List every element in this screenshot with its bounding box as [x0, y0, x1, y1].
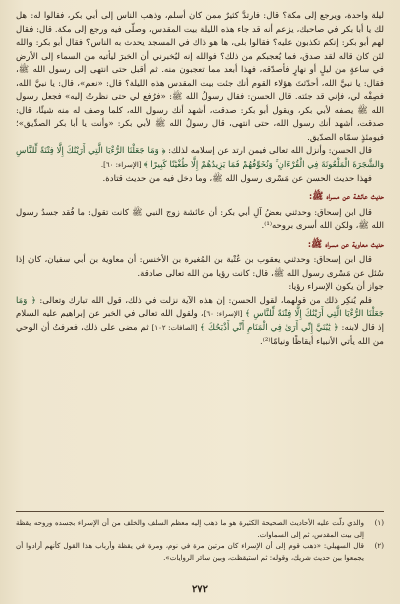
- footnotes: [16, 517, 384, 563]
- paragraph: قال ابن إسحاق: وحدثني بعضُ آلِ أبي بكر: أن عائشة زوج النبي ﷺ كانت تقول: ما فُقد جسدُ رسول الله ﷺ، ولكن الله أسرى بروحه⁽¹⁾.: [16, 207, 384, 232]
- text-run: فلم يُنكِر ذلك من قولهما، لقول الحسن: إن هذه الآية نزلت في ذلك، قول الله تبارك وتعالى:: [35, 295, 373, 306]
- paragraph: [16, 145, 384, 172]
- subheading: جواز أن يكون الإسراء رؤيا:: [288, 282, 384, 293]
- paragraph: ليلة واحدة، ويرجع إلى مكة؟ قال: فارتدَّ كثيرٌ ممن كان أسلم، وذهب الناس إلى أبي بكر، فقالوا له: هل لك يا أبا بكر في صاحبك، يزعم أنه قد جاء هذه الليلة بيت المقدس، وصلّى فيه ورجع إلى مكة. قال: فقال لهم أبو بكر: إنكم تكذبون عليه؟ فقالوا بلى، ها هو ذاك في المسجد يحدث به الناس؟ فقال أبو بكر: والله لئن كان قاله لقد صدق، فما يُعجبكم من ذلك؟ فوالله إنه ليُخبرني أن الخبرَ ليأتيه من السماء إلى الأرض في ساعةٍ من ليلٍ أو نهارٍ فأصدّقه، فهذا أبعد مما تعجبون منه. ثم أقبل حتى انتهى إلى رسول الله ﷺ، فقال: يا نبيَّ الله، أحدّثتَ هؤلاء القوم أنك جئت بيت المقدس هذه الليلة؟ قال: «نعم»، قال: يا نبيَّ الله، فصِفْه لي، فإني قد جئته. قال الحسن: فقال رسولُ الله ﷺ: «فرُفع لي حتى نظرتُ إليه» فجعل رسول الله ﷺ يصفه لأبي بكر، ويقول أبو بكر: صدقت، أشهد أنك رسول الله، كلما وصف له منه شيئًا، قال: صدقت، أشهد أنك رسول الله، حتى انتهى، قال رسولُ الله ﷺ لأبي بكر: «وأنت يا أبا بكر الصدِّيق»؛ فيومئذٍ سمّاه الصدّيق.: [16, 11, 384, 143]
- paragraph: قال ابن إسحاق: وحدثني يعقوب بن عُتْبة بن المُغيرة بن الأخنس: أن معاوية بن أبي سفيان، كان إذا سُئل عن مَسْرى رسول الله ﷺ، قال: كانت رؤيا من الله تعالى صادقة.: [16, 255, 384, 279]
- quran-verse: ﴿ وَمَا جَعَلْنَا الرُّءْيَا الَّتِي أَرَيْنَٰكَ إِلَّا فِتْنَةً لِّلنَّاسِ ﴾: [16, 295, 385, 320]
- footnote-divider: [16, 511, 384, 512]
- text-run: ثم مضى على ذلك، فعرفتُ أن الوحي من الله يأتي الأنبياء أيقاظًا ونيامًا⁽²⁾.: [16, 323, 384, 347]
- quran-verse: ﴿ وَمَا جَعَلْنَا الرُّءْيَا الَّتِي أَرَيْنَٰكَ إِلَّا فِتْنَةً لِّلنَّاسِ وَالشَّجَرَةَ الْمَلْعُونَةَ فِي الْقُرْءَانِ ۚ وَنُخَوِّفُهُمْ فَمَا يَزِيدُهُمْ إِلَّا طُغْيَٰنًا كَبِيرًا ﴾: [16, 146, 384, 171]
- paragraph: فهذا حديث الحسن عن مَسْرى رسول الله ﷺ، وما دخل فيه من حديث قتادة.: [102, 173, 372, 184]
- section-heading: حديث عائشة عن مسراه ﷺ:: [308, 191, 384, 203]
- quran-verse: ﴿ يَٰبُنَيَّ إِنِّي أَرَىٰ فِي الْمَنَامِ أَنِّي أَذْبَحُكَ ﴾: [199, 323, 339, 334]
- footnote-text: والذي دلّت عليه الأحاديث الصحيحة الكثيرة هو ما ذهب إليه معظم السلف والخلف من أن الإسراء بجسده وروحه يقظة إلى بيت المقدس، ثم إلى السماوات.: [16, 518, 364, 539]
- footnote-number: (١): [374, 518, 384, 527]
- paragraph: [16, 295, 384, 349]
- footnote-number: (٢): [374, 541, 384, 550]
- footnote: [16, 540, 384, 563]
- main-text: [16, 10, 384, 349]
- verse-reference: [الصافات: ١٠٢]: [151, 324, 200, 333]
- footnote: [16, 517, 384, 540]
- verse-reference: [الإسراء: ٦٠]: [203, 310, 246, 319]
- section-heading: حديث معاوية عن مسراه ﷺ:: [307, 238, 384, 250]
- text-run: ، ولقول الله تعالى في الخبر عن إبراهيم عليه السلام إذ قال لابنه:: [16, 309, 385, 334]
- verse-reference: [الإسراء: ٦٠].: [100, 161, 144, 170]
- text-run: قال الحسن: وأنزل الله تعالى فيمن ارتد عن إسلامه لذلك:: [165, 146, 373, 157]
- footnote-text: قال السهيلي: «ذهب قوم إلى أن الإسراء كان مرتين مرة في نوم، ومرة في يقظة وأرباب هذا القول كأنهم أرادوا أن يجمعوا بين حديث شريك، وقوله: ثم استيقظت، وبين سائر الروايات».: [16, 541, 364, 562]
- page-number: ٢٧٢: [191, 584, 209, 595]
